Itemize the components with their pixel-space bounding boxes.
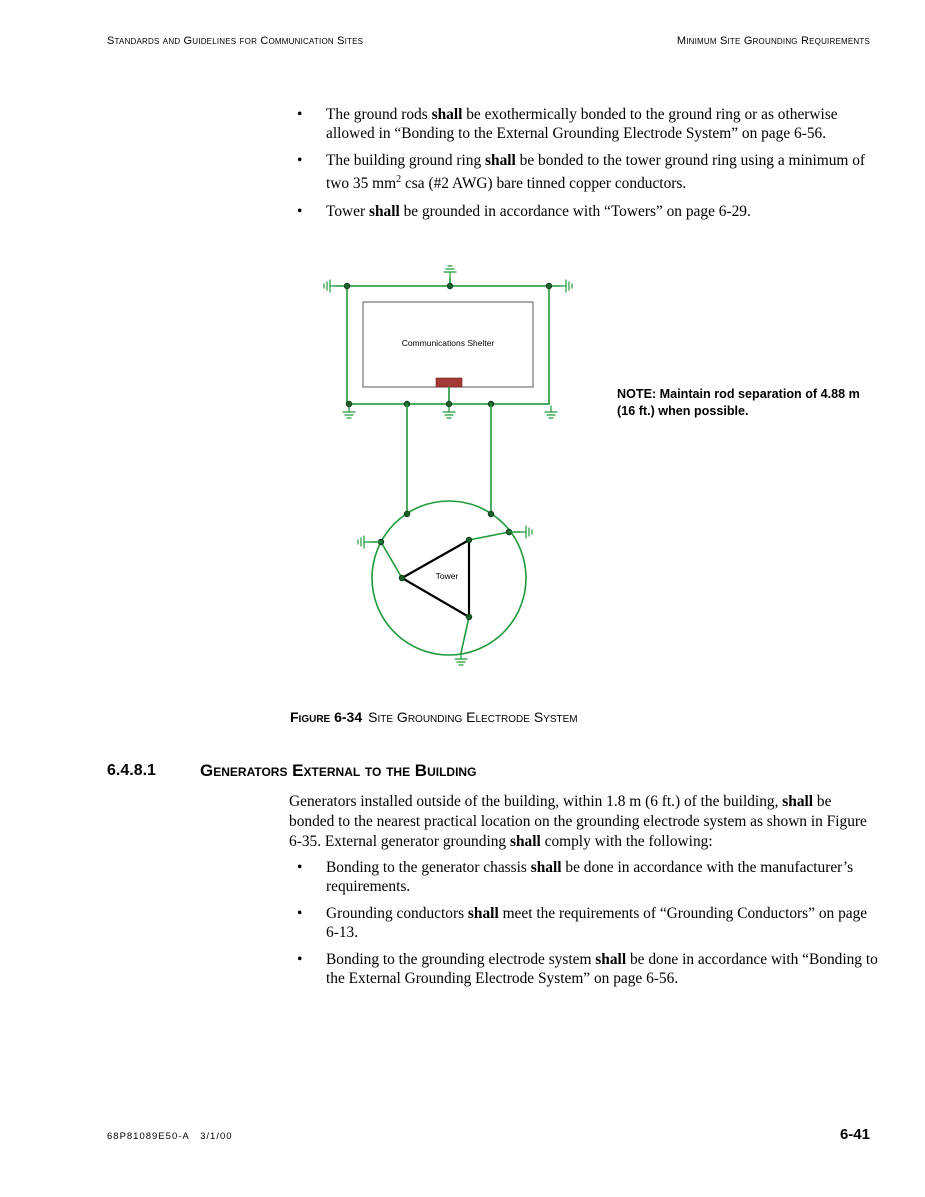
- figure-title: Site Grounding Electrode System: [368, 709, 578, 725]
- running-header-left: Standards and Guidelines for Communication Sites: [107, 35, 364, 47]
- shelter-label: Communications Shelter: [401, 338, 495, 348]
- bullet-item: • Tower shall be grounded in accordance with “Towers” on page 6-29.: [288, 203, 878, 222]
- bullet-item: • Grounding conductors shall meet the requirements of “Grounding Conductors” on page 6-13.: [288, 905, 878, 942]
- bullet-item: • The ground rods shall be exothermically bonded to the ground ring or as otherwise allowed in “Bonding to the External Grounding Electrode System” on page 6-56.: [288, 106, 878, 143]
- bottom-bullet-list: [288, 859, 878, 998]
- bond-point: [466, 537, 472, 543]
- figure-caption: [290, 709, 578, 725]
- bond-point: [488, 511, 494, 517]
- tower-label: Tower: [435, 571, 459, 581]
- bond-point: [404, 511, 410, 517]
- ground-conductor: [381, 542, 402, 578]
- diagram-note: NOTE: Maintain rod separation of 4.88 m (16 ft.) when possible.: [617, 387, 860, 418]
- bullet-item: • The building ground ring shall be bonded to the tower ground ring using a minimum of two 35 $mm^2$ csa (#2 AWG) bare tinned copper conductors.: [288, 152, 878, 193]
- section-number: 6.4.8.1: [107, 762, 156, 779]
- ground-conductor: [469, 532, 509, 540]
- bond-point: [447, 283, 453, 289]
- section-intro: Generators installed outside of the building, within 1.8 m (6 ft.) of the building, shall be bonded to the nearest practical location on the grounding electrode system as shown in Figure 6-35. External generator grounding shall comply with the following:: [289, 793, 867, 850]
- ground-conductor: [461, 617, 469, 653]
- bond-point: [446, 401, 452, 407]
- bond-point: [546, 283, 552, 289]
- bond-point: [346, 401, 352, 407]
- bullet-item: • Bonding to the generator chassis shall be done in accordance with the manufacturer’s requirements.: [288, 859, 878, 896]
- bond-point: [344, 283, 350, 289]
- bond-point: [399, 575, 405, 581]
- running-header-right: Minimum Site Grounding Requirements: [676, 35, 870, 47]
- footer-doc-id: 68P81089E50-A 3/1/00: [107, 1131, 233, 1142]
- footer-page-number: 6-41: [839, 1126, 870, 1143]
- figure-number: Figure 6-34: [290, 709, 363, 725]
- shelter-ground-bar: [436, 378, 462, 387]
- section-title: Generators External to the Building: [200, 761, 477, 780]
- bond-point: [466, 614, 472, 620]
- bullet-item: • Bonding to the grounding electrode system shall be done in accordance with “Bonding to the External Grounding Electrode System” on page 6-56.: [288, 951, 878, 988]
